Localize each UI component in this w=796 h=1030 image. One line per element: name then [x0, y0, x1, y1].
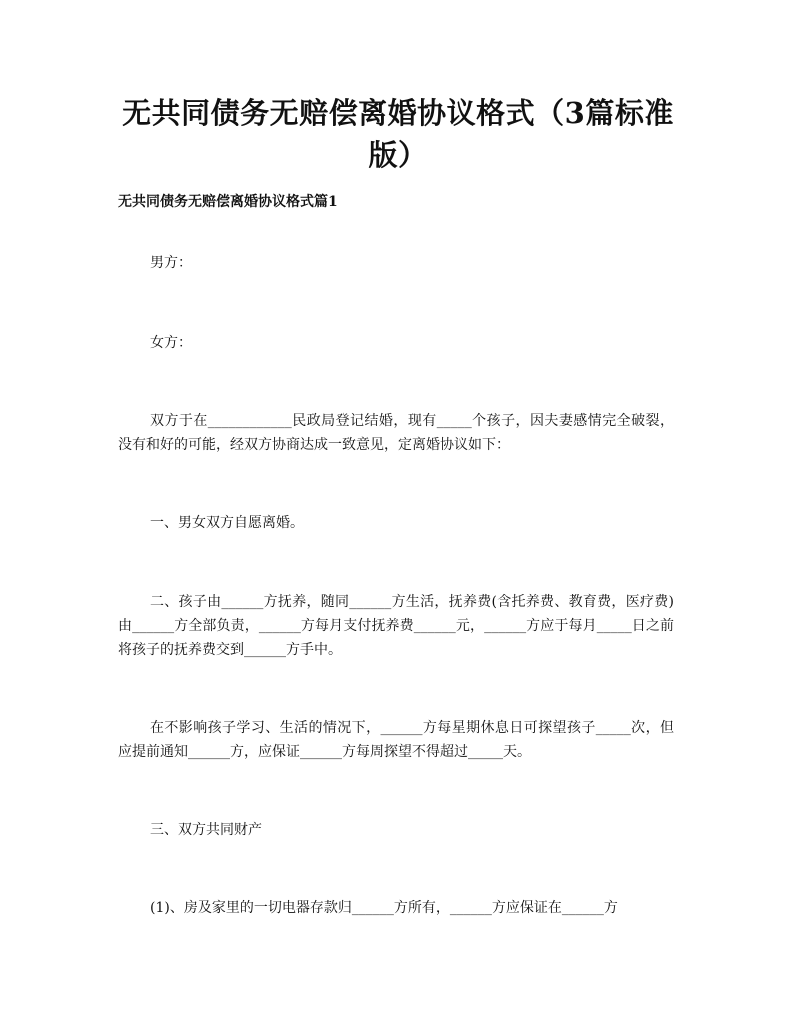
clause-voluntary-divorce: 一、男女双方自愿离婚。	[150, 515, 304, 531]
clause-joint-property-heading: 三、双方共同财产	[150, 822, 262, 838]
female-party-line: 女方：	[150, 335, 192, 351]
clause-child-custody: 二、孩子由______方抚养，随同______方生活，抚养费(含托养费、教育费，医疗费)由______方全部负责，______方每月支付抚养费______元，______方应于每月_____日之前将孩子的抚养费交到______方手中。	[118, 594, 674, 658]
marriage-registration-paragraph: 双方于在____________民政局登记结婚，现有_____个孩子，因夫妻感情完全破裂，没有和好的可能，经双方协商达成一致意见，定离婚协议如下：	[118, 413, 674, 453]
clause-visitation: 在不影响孩子学习、生活的情况下，______方每星期休息日可探望孩子_____次，但应提前通知______方，应保证______方每周探望不得超过_____天。	[118, 720, 674, 760]
clause-property-item-1: (1)、房及家里的一切电器存款归______方所有，______方应保证在______方	[150, 900, 618, 916]
male-party-line: 男方：	[150, 255, 192, 271]
section-heading: 无共同债务无赔偿离婚协议格式篇1	[118, 194, 338, 210]
document-title: 无共同债务无赔偿离婚协议格式（3篇标准版）	[122, 96, 674, 172]
